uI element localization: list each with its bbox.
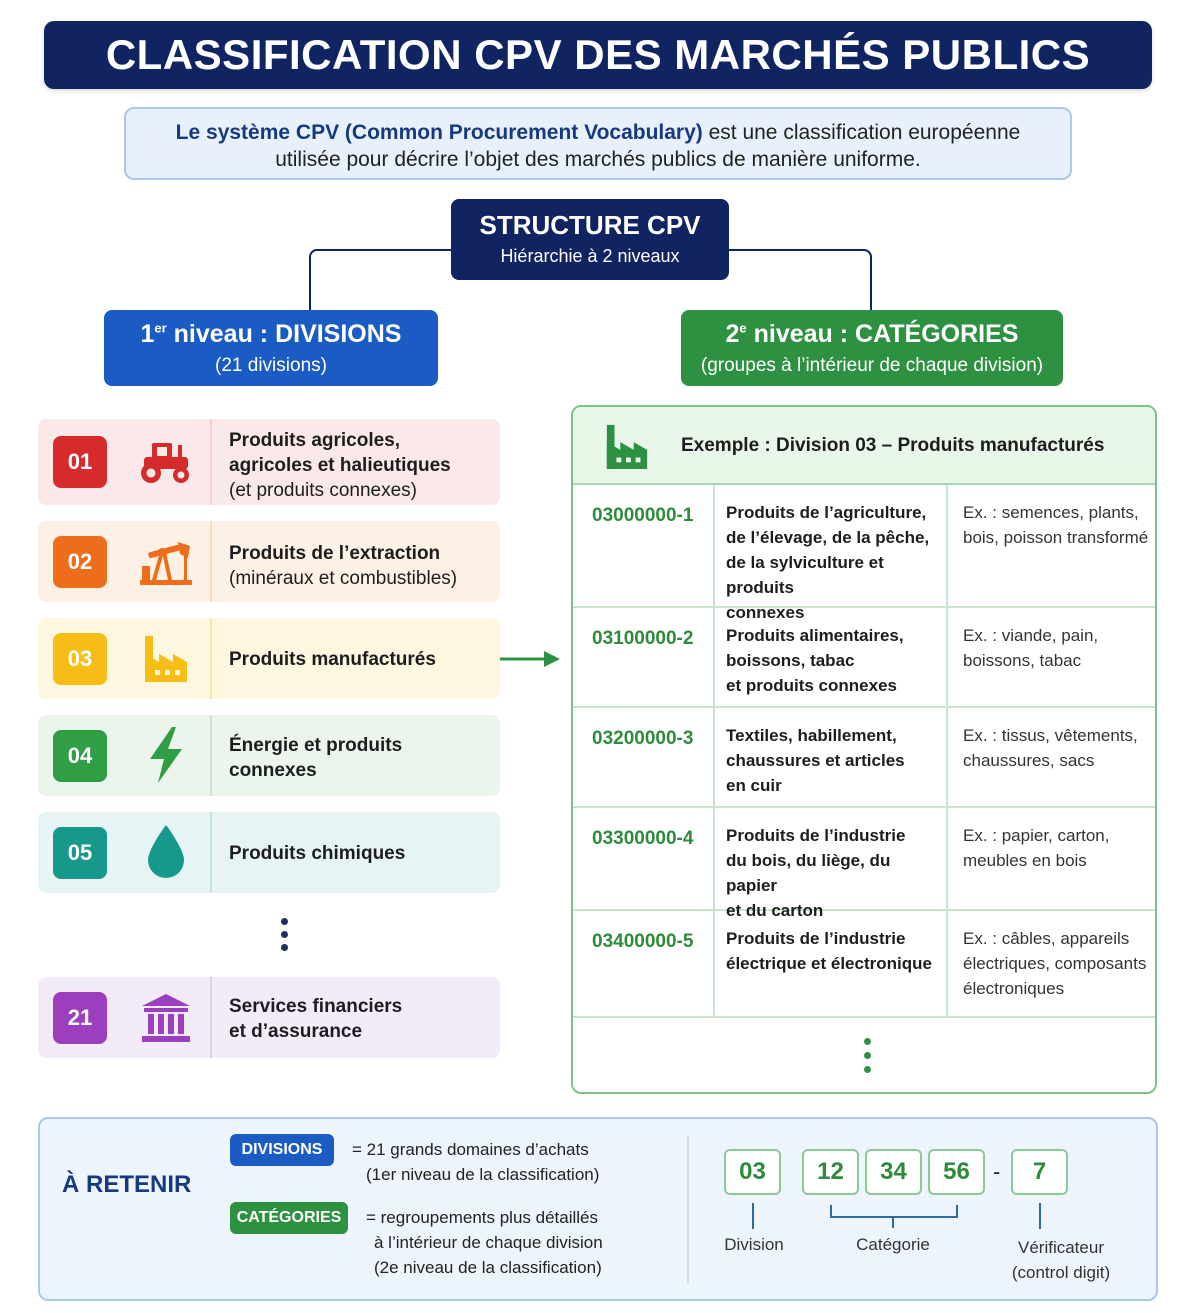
division-tick bbox=[752, 1203, 754, 1229]
ellipsis-dot bbox=[864, 1038, 871, 1045]
category-row bbox=[573, 808, 1155, 920]
category-code: 03100000-2 bbox=[592, 628, 694, 649]
intro-line-1 bbox=[126, 119, 1070, 146]
factory-icon bbox=[138, 630, 194, 686]
category-name: Produits de l’industrie électrique et électronique bbox=[726, 929, 932, 973]
category-name: Produits de l’agriculture, de l’élevage, de la pêche, de la sylviculture et produits connexes bbox=[726, 503, 930, 622]
label-verificateur: Vérificateur (control digit) bbox=[1011, 1238, 1111, 1282]
category-code: 03300000-4 bbox=[592, 828, 694, 849]
category-example: Ex. : papier, carton, meubles en bois bbox=[963, 826, 1110, 870]
example-header bbox=[573, 407, 1155, 485]
category-row bbox=[573, 708, 1155, 808]
code-digits-division: 03 bbox=[724, 1149, 781, 1195]
division-label: Produits de l’extraction (minéraux et combustibles) bbox=[229, 543, 458, 589]
category-example: Ex. : viande, pain, boissons, tabac bbox=[963, 626, 1099, 670]
code-dash: - bbox=[993, 1159, 1001, 1184]
summary-title: À RETENIR bbox=[62, 1171, 192, 1198]
division-label: Énergie et produits connexes bbox=[229, 735, 403, 781]
code-digits-category-2: 34 bbox=[865, 1149, 922, 1195]
division-code: 21 bbox=[53, 992, 107, 1044]
example-panel bbox=[571, 405, 1157, 1094]
division-label: Produits chimiques bbox=[229, 843, 406, 864]
division-label: Produits agricoles, agricoles et halieutiques (et produits connexes) bbox=[229, 430, 451, 501]
divisions-definition: = 21 grands domaines d’achats (1er niveau de la classification) bbox=[352, 1140, 600, 1184]
code-digit-check: 7 bbox=[1011, 1149, 1068, 1195]
label-division: Division bbox=[724, 1235, 784, 1254]
summary-divider bbox=[687, 1135, 689, 1283]
category-code: 03400000-5 bbox=[592, 931, 694, 952]
card-divider bbox=[210, 521, 212, 602]
level2-subtitle: (groupes à l’intérieur de chaque division) bbox=[700, 355, 1044, 376]
level1-box bbox=[104, 310, 438, 386]
category-example: Ex. : câbles, appareils électriques, composants électroniques bbox=[963, 929, 1147, 998]
structure-title: STRUCTURE CPV bbox=[479, 210, 701, 240]
division-code: 01 bbox=[53, 436, 107, 488]
category-row bbox=[573, 608, 1155, 708]
division-card-04 bbox=[38, 715, 500, 796]
level2-title: 2e niveau : CATÉGORIES bbox=[725, 320, 1019, 348]
division-card-05 bbox=[38, 812, 500, 893]
connector-left bbox=[309, 249, 453, 312]
factory-icon bbox=[603, 421, 651, 476]
structure-subtitle: Hiérarchie à 2 niveaux bbox=[500, 246, 680, 266]
division-code: 02 bbox=[53, 536, 107, 588]
ellipsis-dot bbox=[281, 944, 288, 951]
divisions-pill: DIVISIONS bbox=[230, 1134, 334, 1166]
card-divider bbox=[210, 419, 212, 505]
intro-bold: Le système CPV (Common Procurement Vocabulary) bbox=[175, 121, 703, 144]
category-bracket bbox=[830, 1216, 958, 1218]
verif-tick bbox=[1039, 1203, 1041, 1229]
ellipsis-dot bbox=[864, 1066, 871, 1073]
categories-pill: CATÉGORIES bbox=[230, 1202, 348, 1234]
summary-box bbox=[38, 1117, 1158, 1301]
oil-pump-icon bbox=[138, 534, 194, 590]
level1-title: 1er niveau : DIVISIONS bbox=[140, 320, 402, 348]
code-digits-category-1: 12 bbox=[802, 1149, 859, 1195]
category-example: Ex. : tissus, vêtements, chaussures, sacs bbox=[963, 726, 1138, 770]
division-card-01 bbox=[38, 419, 500, 505]
division-card-21 bbox=[38, 977, 500, 1058]
division-card-03 bbox=[38, 618, 500, 699]
division-code: 04 bbox=[53, 730, 107, 782]
card-divider bbox=[210, 715, 212, 796]
category-name: Textiles, habillement, chaussures et articles en cuir bbox=[726, 726, 905, 795]
category-code: 03000000-1 bbox=[592, 505, 694, 526]
intro-line-2: utilisée pour décrire l’objet des marchés publics de manière uniforme. bbox=[275, 148, 921, 171]
level1-subtitle: (21 divisions) bbox=[215, 355, 327, 376]
tractor-icon bbox=[138, 434, 194, 490]
category-row bbox=[573, 485, 1155, 622]
lightning-icon bbox=[138, 727, 194, 783]
drop-icon bbox=[138, 824, 194, 880]
category-name: Produits de l’industrie du bois, du liège, du papier et du carton bbox=[726, 826, 906, 920]
card-divider bbox=[210, 812, 212, 893]
arrow-icon bbox=[500, 648, 562, 675]
structure-box bbox=[451, 199, 729, 280]
ellipsis-dot bbox=[281, 931, 288, 938]
division-label: Services financiers et d’assurance bbox=[229, 996, 403, 1042]
division-code: 03 bbox=[53, 633, 107, 685]
code-digits-category-3: 56 bbox=[928, 1149, 985, 1195]
card-divider bbox=[210, 977, 212, 1058]
division-code: 05 bbox=[53, 827, 107, 879]
level2-box bbox=[681, 310, 1063, 386]
intro-rest: est une classification européenne bbox=[702, 121, 1021, 144]
title-text: CLASSIFICATION CPV DES MARCHÉS PUBLICS bbox=[105, 31, 1091, 78]
division-card-02 bbox=[38, 521, 500, 602]
ellipsis-dot bbox=[864, 1052, 871, 1059]
label-categorie: Catégorie bbox=[856, 1235, 930, 1254]
categories-definition: = regroupements plus détaillés à l’intérieur de chaque division (2e niveau de la classification) bbox=[366, 1208, 603, 1277]
page-title bbox=[44, 21, 1152, 89]
category-name: Produits alimentaires, boissons, tabac et produits connexes bbox=[726, 626, 904, 695]
ellipsis-dot bbox=[281, 918, 288, 925]
bank-icon bbox=[138, 990, 194, 1046]
card-divider bbox=[210, 618, 212, 699]
category-example: Ex. : semences, plants, bois, poisson transformé bbox=[963, 503, 1149, 547]
category-code: 03200000-3 bbox=[592, 728, 694, 749]
example-title: Exemple : Division 03 – Produits manufacturés bbox=[681, 435, 1105, 456]
intro-box bbox=[124, 107, 1072, 180]
category-tick bbox=[892, 1216, 894, 1228]
connector-right bbox=[727, 249, 872, 312]
category-row bbox=[573, 911, 1155, 1018]
division-label: Produits manufacturés bbox=[229, 649, 436, 670]
